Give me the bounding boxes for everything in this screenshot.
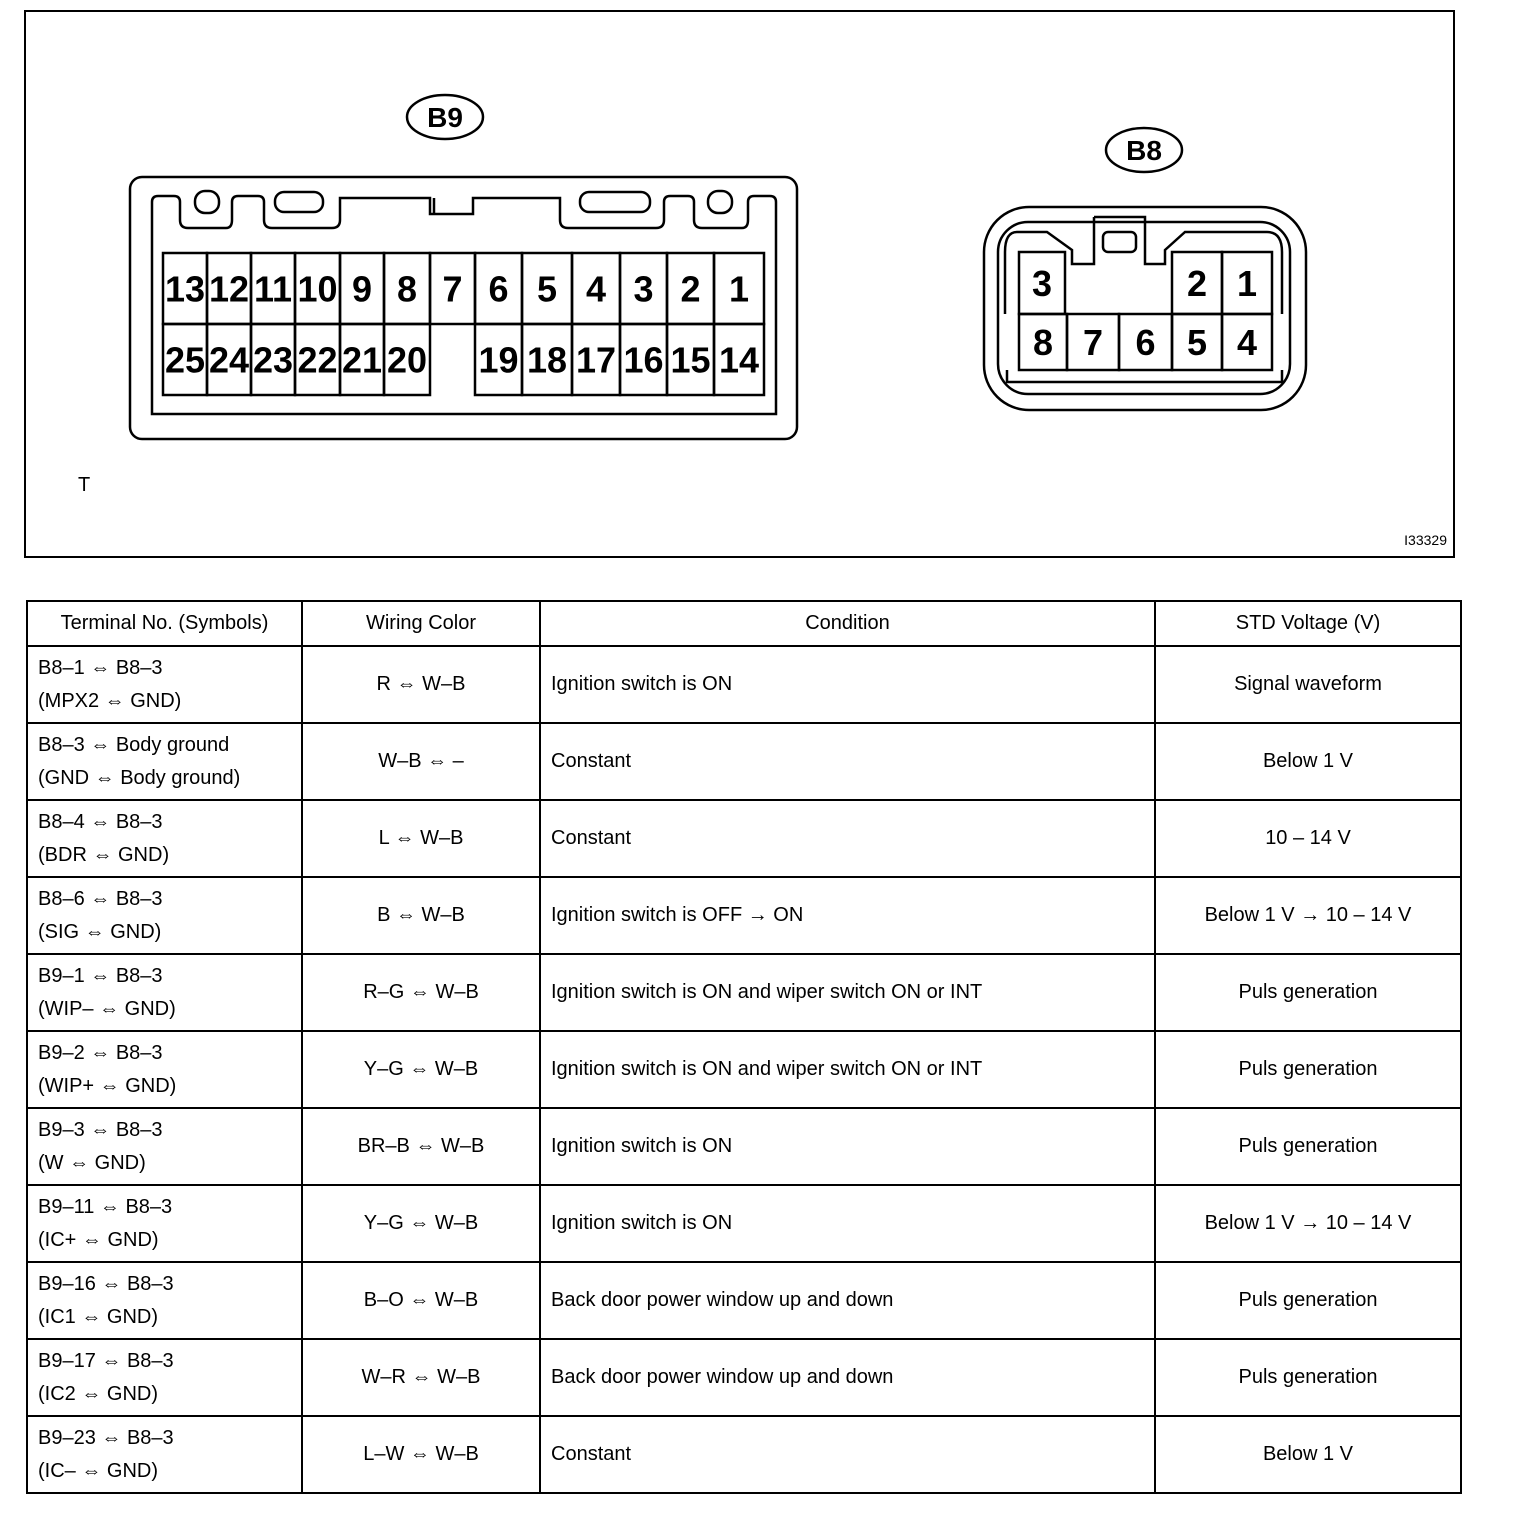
condition-cell-text: Ignition switch is OFF → ON bbox=[551, 904, 804, 926]
condition-cell-text: Ignition switch is ON bbox=[551, 673, 733, 695]
wiring-color-cell-text: Y–G ⇔ W–B bbox=[363, 1212, 479, 1234]
figure-code: I33329 bbox=[1404, 532, 1447, 548]
wiring-color-cell-text: B–O ⇔ W–B bbox=[363, 1289, 479, 1311]
b9-pin-1: 1 bbox=[728, 268, 750, 310]
condition-cell-text: Constant bbox=[551, 827, 632, 849]
b9-pin-15: 15 bbox=[670, 339, 711, 381]
b9-pin-20: 20 bbox=[386, 339, 428, 381]
std-voltage-cell bbox=[1155, 800, 1461, 877]
terminal-cell bbox=[27, 1339, 302, 1416]
wiring-color-cell bbox=[302, 954, 540, 1031]
std-voltage-cell bbox=[1155, 1108, 1461, 1185]
b9-pin-22: 22 bbox=[297, 339, 338, 381]
terminal-cell bbox=[27, 1416, 302, 1493]
std-voltage-cell-text: 10 – 14 V bbox=[1265, 827, 1351, 849]
b8-connector-housing bbox=[984, 207, 1306, 410]
b8-pin-2: 2 bbox=[1186, 263, 1208, 304]
condition-cell-text: Ignition switch is ON and wiper switch ON or INT bbox=[551, 1058, 983, 1080]
b8-pin-4: 4 bbox=[1236, 322, 1258, 363]
b9-pin-9: 9 bbox=[351, 268, 373, 310]
condition-cell-text: Back door power window up and down bbox=[551, 1366, 894, 1388]
terminal-cell-text: B9–17 ⇔ B8–3 bbox=[38, 1349, 174, 1372]
b8-pin-5: 5 bbox=[1186, 322, 1208, 363]
std-voltage-cell bbox=[1155, 1031, 1461, 1108]
std-voltage-cell-text: Below 1 V bbox=[1262, 750, 1354, 772]
header-wiring-color: Wiring Color bbox=[302, 601, 540, 646]
condition-cell bbox=[540, 723, 1155, 800]
std-voltage-cell bbox=[1155, 646, 1461, 723]
header-terminal: Terminal No. (Symbols) bbox=[27, 601, 302, 646]
condition-cell-text: Ignition switch is ON bbox=[551, 1135, 733, 1157]
terminal-cell-text: (IC+ ⇔ GND) bbox=[38, 1228, 159, 1251]
b9-pin-6: 6 bbox=[488, 268, 509, 310]
condition-cell-text: Ignition switch is ON bbox=[551, 1212, 733, 1234]
std-voltage-cell-text: Puls generation bbox=[1238, 1135, 1378, 1157]
terminal-cell bbox=[27, 954, 302, 1031]
table-row bbox=[27, 877, 1461, 954]
table-row bbox=[27, 800, 1461, 877]
wiring-color-cell bbox=[302, 1416, 540, 1493]
b8-label: B8 bbox=[1126, 135, 1162, 166]
condition-cell bbox=[540, 1108, 1155, 1185]
wiring-color-cell bbox=[302, 1031, 540, 1108]
table-row bbox=[27, 954, 1461, 1031]
std-voltage-cell-text: Puls generation bbox=[1238, 1058, 1378, 1080]
connector-diagram bbox=[24, 10, 1455, 558]
b9-pin-2: 2 bbox=[680, 268, 701, 310]
terminal-cell-text: B9–2 ⇔ B8–3 bbox=[38, 1041, 163, 1064]
std-voltage-cell-text: Puls generation bbox=[1238, 1289, 1378, 1311]
std-voltage-cell-text: Below 1 V bbox=[1262, 1443, 1354, 1465]
condition-cell-text: Constant bbox=[551, 1443, 632, 1465]
table-row bbox=[27, 646, 1461, 723]
b9-pin-12: 12 bbox=[208, 268, 250, 310]
b9-pin-grid bbox=[163, 253, 764, 395]
condition-cell bbox=[540, 954, 1155, 1031]
table-row bbox=[27, 1262, 1461, 1339]
terminal-cell-text: B9–11 ⇔ B8–3 bbox=[38, 1195, 173, 1218]
terminal-cell-text: B8–1 ⇔ B8–3 bbox=[38, 656, 163, 679]
terminal-cell-text: (MPX2 ⇔ GND) bbox=[38, 689, 182, 712]
connector-drawing bbox=[2, 2, 1520, 572]
terminal-cell-text: B8–4 ⇔ B8–3 bbox=[38, 810, 163, 833]
b8-pin-1: 1 bbox=[1236, 263, 1258, 304]
wiring-color-cell bbox=[302, 800, 540, 877]
b9-pin-16: 16 bbox=[623, 339, 664, 381]
std-voltage-cell bbox=[1155, 954, 1461, 1031]
t-mark: T bbox=[78, 474, 91, 496]
wiring-color-cell-text: W–B ⇔ – bbox=[378, 750, 464, 772]
wiring-color-cell-text: B ⇔ W–B bbox=[377, 904, 465, 926]
condition-cell bbox=[540, 877, 1155, 954]
condition-cell-text: Constant bbox=[551, 750, 632, 772]
wiring-color-cell-text: L–W ⇔ W–B bbox=[363, 1443, 479, 1465]
terminal-cell-text: (SIG ⇔ GND) bbox=[38, 920, 162, 943]
wiring-color-cell-text: R–G ⇔ W–B bbox=[363, 981, 479, 1003]
table-row bbox=[27, 723, 1461, 800]
b8-pin-6: 6 bbox=[1135, 322, 1156, 363]
table-header-row bbox=[27, 601, 1461, 646]
b8-pin-8: 8 bbox=[1032, 322, 1054, 363]
terminal-cell-text: B8–3 ⇔ Body ground bbox=[38, 733, 230, 756]
b9-pin-11: 11 bbox=[253, 268, 293, 310]
terminal-cell-text: (BDR ⇔ GND) bbox=[38, 843, 170, 866]
wiring-color-cell-text: Y–G ⇔ W–B bbox=[363, 1058, 479, 1080]
wiring-color-cell bbox=[302, 1185, 540, 1262]
std-voltage-cell bbox=[1155, 877, 1461, 954]
terminal-cell-text: B8–6 ⇔ B8–3 bbox=[38, 887, 163, 910]
wiring-color-cell bbox=[302, 1262, 540, 1339]
terminal-cell-text: B9–16 ⇔ B8–3 bbox=[38, 1272, 174, 1295]
std-voltage-cell bbox=[1155, 1262, 1461, 1339]
std-voltage-cell bbox=[1155, 723, 1461, 800]
condition-cell bbox=[540, 800, 1155, 877]
terminal-cell bbox=[27, 646, 302, 723]
b9-pin-14: 14 bbox=[718, 339, 760, 381]
b9-pin-24: 24 bbox=[208, 339, 250, 381]
wiring-color-cell-text: BR–B ⇔ W–B bbox=[357, 1135, 485, 1157]
wiring-color-cell bbox=[302, 1339, 540, 1416]
table-row bbox=[27, 1031, 1461, 1108]
terminal-cell bbox=[27, 1108, 302, 1185]
std-voltage-cell-text: Below 1 V → 10 – 14 V bbox=[1204, 904, 1412, 926]
wiring-color-cell bbox=[302, 723, 540, 800]
b8-pin-7: 7 bbox=[1082, 322, 1104, 363]
terminal-cell-text: (IC1 ⇔ GND) bbox=[38, 1305, 158, 1328]
wiring-color-cell bbox=[302, 1108, 540, 1185]
b9-pin-25: 25 bbox=[164, 339, 206, 381]
wiring-color-cell-text: R ⇔ W–B bbox=[376, 673, 466, 695]
table-row bbox=[27, 1108, 1461, 1185]
header-std-voltage: STD Voltage (V) bbox=[1155, 601, 1461, 646]
terminal-cell-text: (IC– ⇔ GND) bbox=[38, 1459, 158, 1482]
terminal-cell-text: B9–3 ⇔ B8–3 bbox=[38, 1118, 163, 1141]
condition-cell bbox=[540, 646, 1155, 723]
condition-cell bbox=[540, 1185, 1155, 1262]
b9-pin-13: 13 bbox=[164, 268, 206, 310]
b9-pin-5: 5 bbox=[536, 268, 558, 310]
header-condition: Condition bbox=[540, 601, 1155, 646]
terminal-cell bbox=[27, 1185, 302, 1262]
std-voltage-cell bbox=[1155, 1416, 1461, 1493]
condition-cell bbox=[540, 1262, 1155, 1339]
b9-pin-23: 23 bbox=[252, 339, 294, 381]
b9-label: B9 bbox=[427, 102, 463, 133]
terminal-cell-text: B9–23 ⇔ B8–3 bbox=[38, 1426, 174, 1449]
std-voltage-cell-text: Below 1 V → 10 – 14 V bbox=[1204, 1212, 1412, 1234]
b9-pin-19: 19 bbox=[478, 339, 519, 381]
b9-pin-4: 4 bbox=[585, 268, 607, 310]
b9-pin-10: 10 bbox=[297, 268, 338, 310]
b9-pin-18: 18 bbox=[526, 339, 568, 381]
terminal-voltage-table bbox=[26, 600, 1462, 1494]
b9-pin-21: 21 bbox=[341, 339, 383, 381]
terminal-cell-text: B9–1 ⇔ B8–3 bbox=[38, 964, 163, 987]
condition-cell-text: Ignition switch is ON and wiper switch ON or INT bbox=[551, 981, 983, 1003]
condition-cell bbox=[540, 1031, 1155, 1108]
terminal-cell-text: (WIP– ⇔ GND) bbox=[38, 997, 176, 1020]
terminal-cell-text: (W ⇔ GND) bbox=[38, 1151, 146, 1174]
wiring-color-cell-text: W–R ⇔ W–B bbox=[361, 1366, 481, 1388]
wiring-color-cell bbox=[302, 877, 540, 954]
terminal-cell bbox=[27, 877, 302, 954]
std-voltage-cell-text: Puls generation bbox=[1238, 1366, 1378, 1388]
wiring-color-cell bbox=[302, 646, 540, 723]
terminal-cell-text: (WIP+ ⇔ GND) bbox=[38, 1074, 177, 1097]
b8-pin-3: 3 bbox=[1031, 263, 1053, 304]
b9-pin-8: 8 bbox=[396, 268, 418, 310]
std-voltage-cell bbox=[1155, 1185, 1461, 1262]
b9-pin-17: 17 bbox=[575, 339, 617, 381]
b9-pin-7: 7 bbox=[442, 268, 463, 310]
condition-cell bbox=[540, 1339, 1155, 1416]
b9-pin-3: 3 bbox=[633, 268, 654, 310]
terminal-cell-text: (GND ⇔ Body ground) bbox=[38, 766, 241, 789]
table-row bbox=[27, 1416, 1461, 1493]
terminal-cell bbox=[27, 1262, 302, 1339]
std-voltage-cell bbox=[1155, 1339, 1461, 1416]
condition-cell-text: Back door power window up and down bbox=[551, 1289, 894, 1311]
table-row bbox=[27, 1339, 1461, 1416]
wiring-color-cell-text: L ⇔ W–B bbox=[378, 827, 464, 849]
b8-pin-grid bbox=[1019, 252, 1272, 370]
std-voltage-cell-text: Signal waveform bbox=[1234, 673, 1382, 695]
terminal-cell-text: (IC2 ⇔ GND) bbox=[38, 1382, 158, 1405]
condition-cell bbox=[540, 1416, 1155, 1493]
terminal-cell bbox=[27, 800, 302, 877]
std-voltage-cell-text: Puls generation bbox=[1238, 981, 1378, 1003]
terminal-cell bbox=[27, 723, 302, 800]
terminal-cell bbox=[27, 1031, 302, 1108]
table-row bbox=[27, 1185, 1461, 1262]
